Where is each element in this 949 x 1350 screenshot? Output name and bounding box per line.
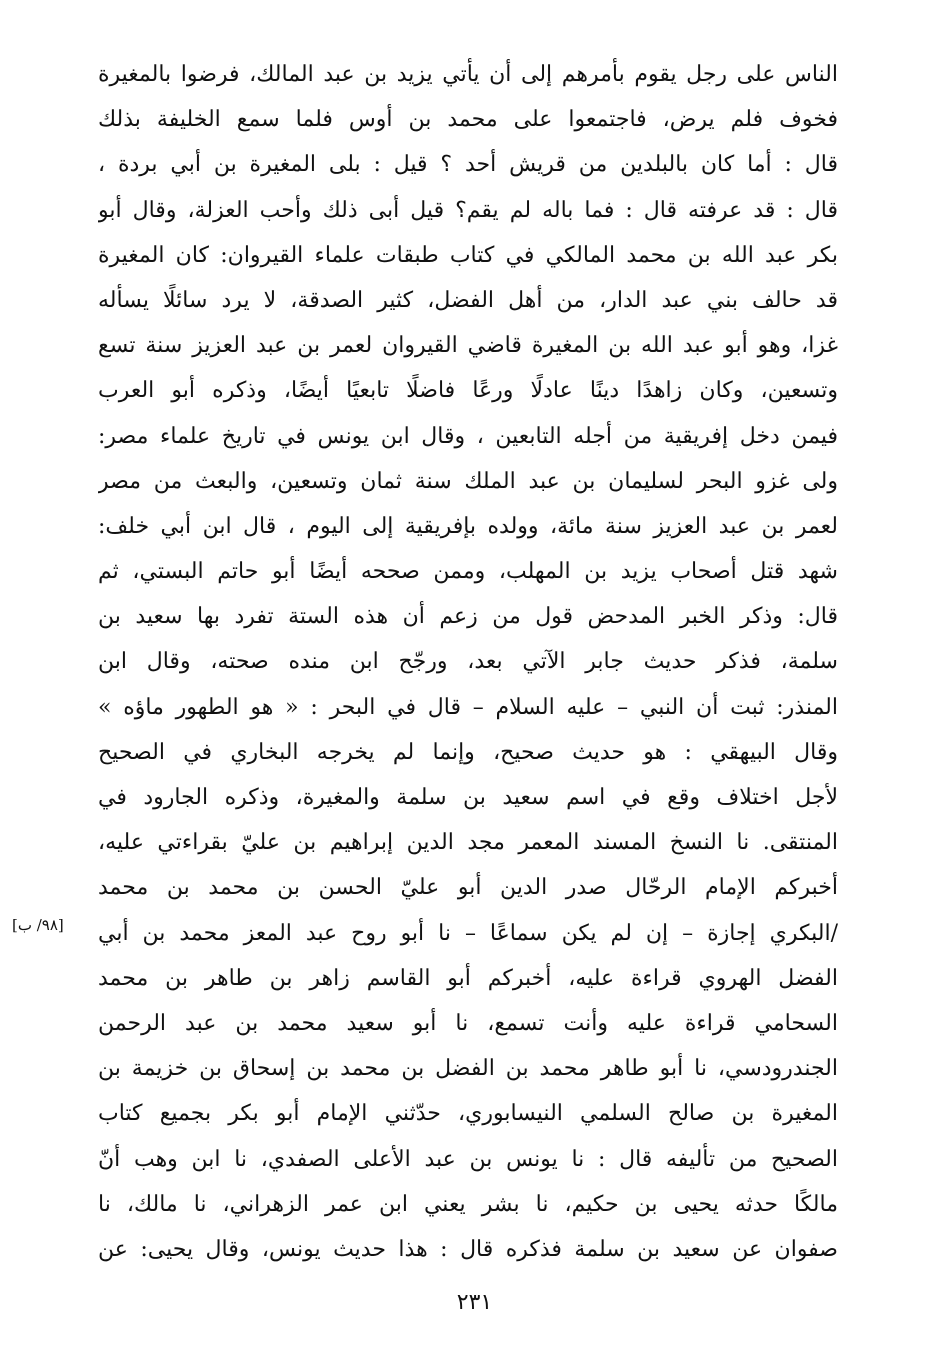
text-line: قال : أما كان بالبلدين من قريش أحد ؟ قيل : بلى المغيرة بن أبي بردة ، [98, 152, 838, 178]
text-line: ولى غزو البحر لسليمان بن عبد الملك سنة ثمان وتسعين، والبعث من مصر [98, 468, 838, 494]
text-line: الجندرودسي، نا أبو طاهر محمد بن الفضل بن محمد بن إسحاق بن خزيمة بن [98, 1056, 838, 1082]
text-line: المنذر: ثبت أن النبي – عليه السلام – قال في البحر : « هو الطهور ماؤه » [98, 694, 838, 720]
text-line: فيمن دخل إفريقية من أجله التابعين ، وقال ابن يونس في تاريخ علماء مصر: [98, 423, 838, 449]
text-line: قال : قد عرفته قال : فما باله لم يقم؟ قيل أبى ذلك وأحب العزلة، وقال أبو [98, 197, 838, 223]
text-line: مالكًا حدثه يحيى بن حكيم، نا بشر يعني ابن عمر الزهراني، نا مالك، نا [98, 1191, 838, 1217]
text-line: لأجل اختلاف وقع في اسم سعيد بن سلمة والمغيرة، وذكره الجارود في [98, 785, 838, 810]
text-line: قال: وذكر الخبر المدحض قول من زعم أن هذه الستة تفرد بها سعيد بن [98, 604, 838, 630]
text-line: صفوان عن سعيد بن سلمة فذكره قال : هذا حديث يونس، وقال يحيى: عن [98, 1236, 838, 1262]
text-line: قد حالف بني عبد الدار، من أهل الفضل، كثير الصدقة، لا يرد سائلًا يسأله [98, 287, 838, 313]
margin-folio-note: [٩٨/ ب] [12, 916, 64, 934]
text-line: غزا، وهو أبو عبد الله بن المغيرة قاضي القيروان لعمر بن عبد العزيز سنة تسع [98, 333, 838, 359]
page-body [98, 52, 838, 1272]
text-line: السحامي قراءة عليه وأنت تسمع، نا أبو سعيد محمد بن عبد الرحمن [98, 1010, 838, 1036]
text-line: أخبركم الإمام الرحّال صدر الدين أبو عليّ الحسن بن محمد بن محمد [98, 875, 838, 901]
page-number: ٢٣١ [456, 1290, 493, 1315]
text-line: الصحيح من تأليفه قال : نا يونس بن عبد الأعلى الصفدي، نا ابن وهب أنّ [98, 1146, 838, 1172]
text-line: الفضل الهروي قراءة عليه، أخبركم أبو القاسم زاهر بن طاهر بن محمد [98, 965, 838, 991]
text-line: لعمر بن عبد العزيز سنة مائة، وولده بإفريقية إلى اليوم ، قال ابن أبي خلف: [98, 513, 838, 539]
text-line: سلمة، فذكر حديث جابر الآتي بعد، ورجّح ابن منده صحته، وقال ابن [98, 649, 838, 675]
text-line: فخوف فلم يرض، فاجتمعوا على محمد بن أوس فلما سمع الخليفة بذلك [98, 107, 838, 133]
text-line: وتسعين، وكان زاهدًا دينًا عادلًا ورعًا فاضلًا تابعيًا أيضًا، وذكره أبو العرب [98, 378, 838, 404]
text-line: شهد قتل أصحاب يزيد بن المهلب، وممن صححه أيضًا أبو حاتم البستي، ثم [98, 559, 838, 585]
text-line: /البكري إجازة – إن لم يكن سماعًا – نا أبو روح عبد المعز محمد بن أبي [98, 920, 838, 946]
text-line: المنتقى. نا النسخ المسند المعمر مجد الدين إبراهيم بن عليّ بقراءتي عليه، [98, 830, 838, 856]
text-line: وقال البيهقي : هو حديث صحيح، وإنما لم يخرجه البخاري في الصحيح [98, 739, 838, 765]
text-line: بكر عبد الله بن محمد المالكي في كتاب طبقات علماء القيروان: كان المغيرة [98, 242, 838, 268]
text-line: المغيرة بن صالح السلمي النيسابوري، حدّثني الإمام أبو بكر بجميع كتاب [98, 1101, 838, 1127]
text-line: الناس على رجل يقوم بأمرهم إلى أن يأتي يزيد بن عبد المالك، فرضوا بالمغيرة [98, 62, 838, 87]
